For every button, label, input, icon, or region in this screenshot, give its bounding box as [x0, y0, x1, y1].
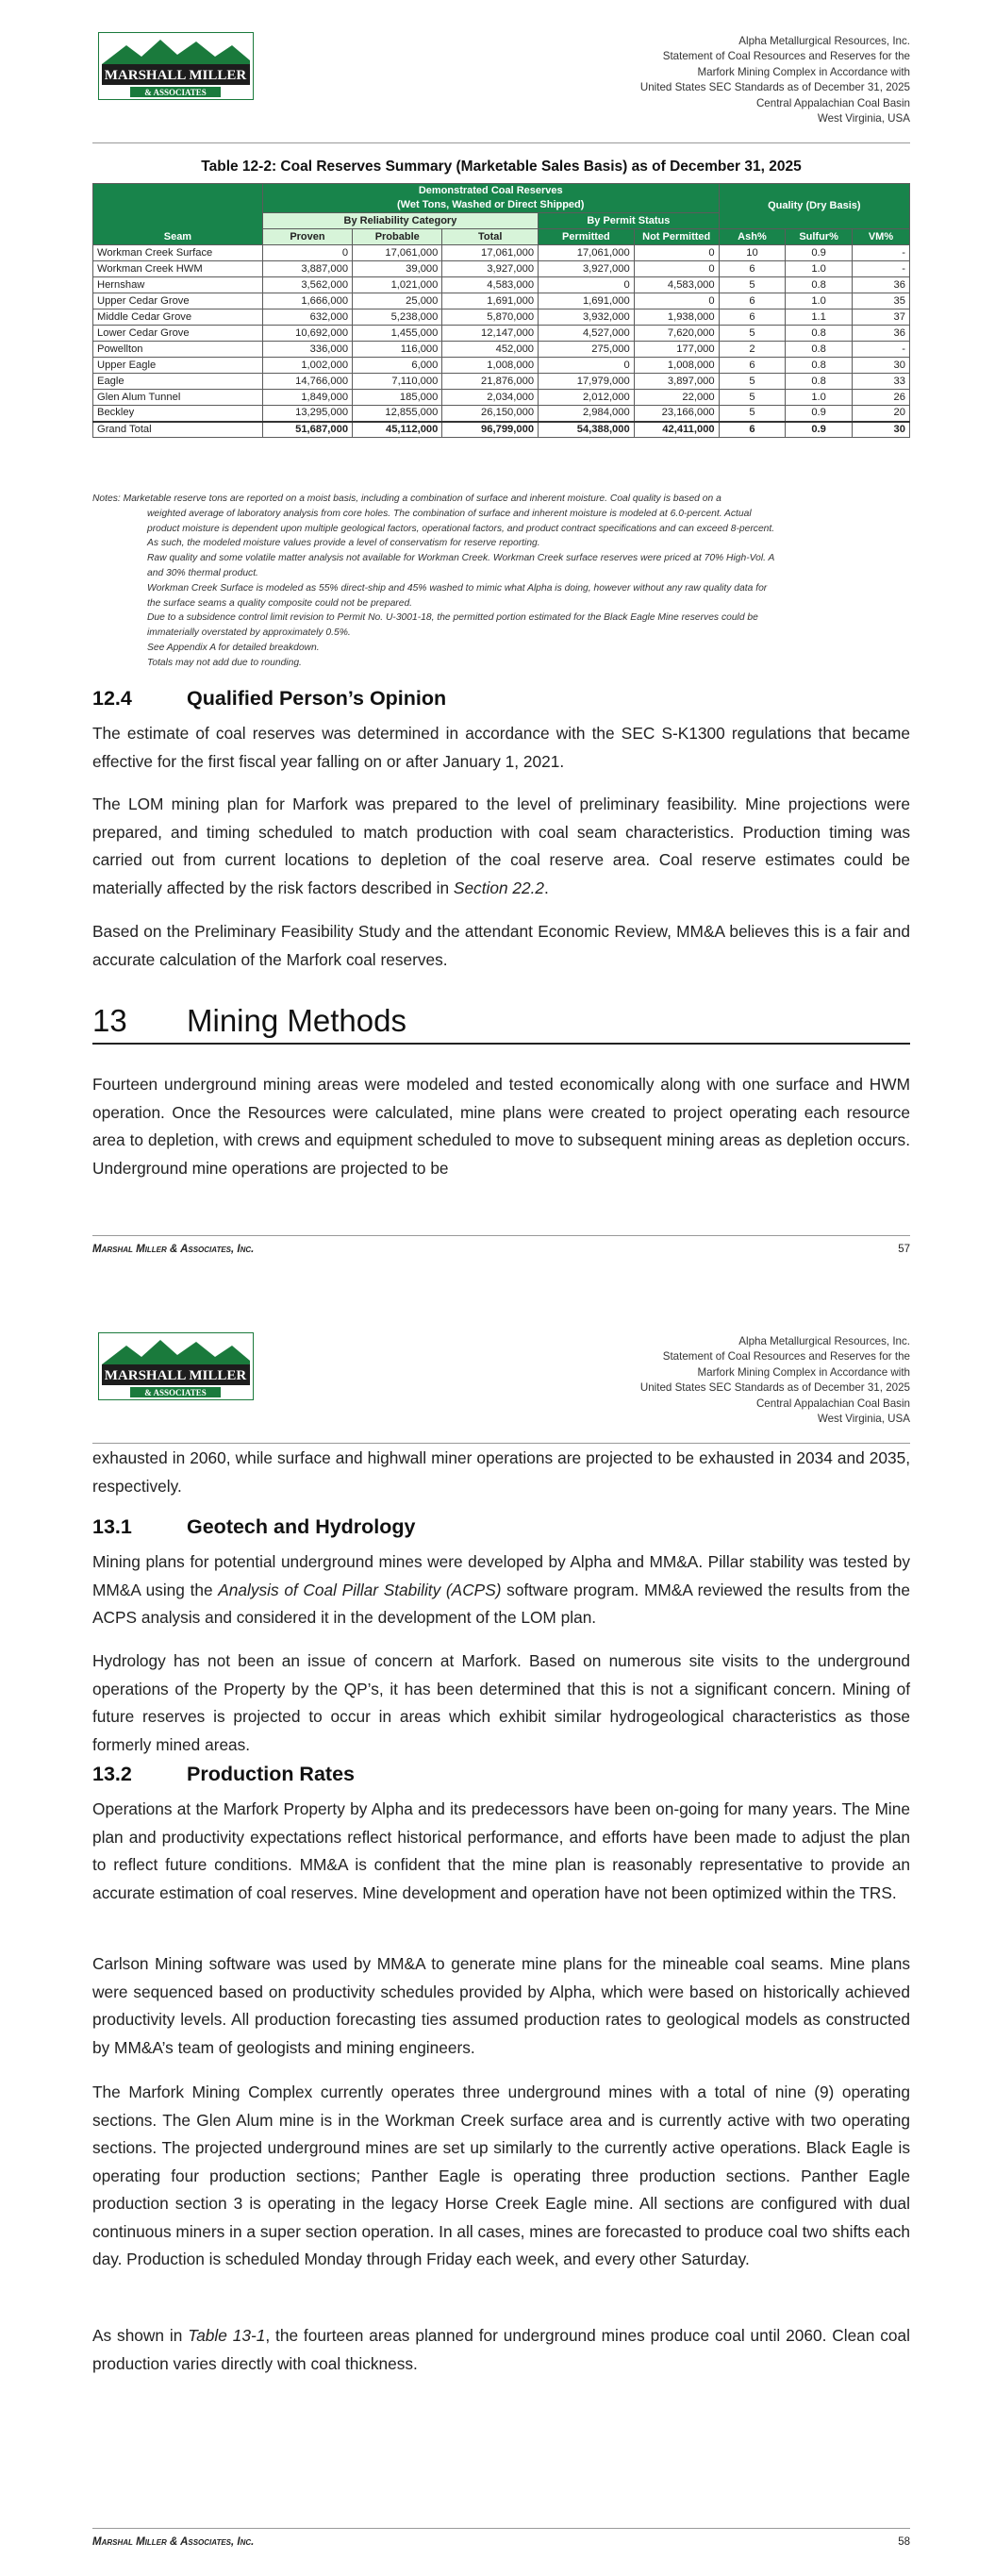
header-address: Alpha Metallurgical Resources, Inc. Statement of Coal Resources and Reserves for the Marfork Mining Complex in Accordance with United States SEC Standards as of December 31, 2025 Central Appalachian Coal Basin West Virginia, USA: [639, 35, 910, 125]
table-row: Powellton 336,000 116,000 452,000 275,000 177,000 2 0.8 -: [93, 342, 910, 358]
col-header-proven: Proven: [262, 229, 352, 245]
table-row: Glen Alum Tunnel 1,849,000 185,000 2,034,000 2,012,000 22,000 5 1.0 26: [93, 390, 910, 406]
col-header-permitted: Permitted: [539, 229, 635, 245]
paragraph: exhausted in 2060, while surface and highwall miner operations are projected to be exhausted in 2034 and 2035, respectively.: [92, 1448, 910, 1496]
col-header-vm: VM%: [852, 229, 909, 245]
quality-header: Quality (Dry Basis): [719, 184, 909, 229]
table-row: Lower Cedar Grove 10,692,000 1,455,000 12,147,000 4,527,000 7,620,000 5 0.8 36: [93, 326, 910, 342]
permit-header: By Permit Status: [539, 213, 720, 229]
page-header: [92, 1325, 910, 1444]
table-row: Upper Cedar Grove 1,666,000 25,000 1,691,000 1,691,000 0 6 1.0 35: [93, 293, 910, 309]
table-row: Beckley 13,295,000 12,855,000 26,150,000 2,984,000 23,166,000 5 0.9 20: [93, 406, 910, 422]
table-row: Eagle 14,766,000 7,110,000 21,876,000 17,979,000 3,897,000 5 0.8 33: [93, 374, 910, 390]
svg-text:MARSHALL MILLER: MARSHALL MILLER: [104, 68, 247, 83]
paragraph: Mining plans for potential underground mines were developed by Alpha and MM&A. Pillar stability was tested by MM&A using the Analysis of Coal Pillar Stability (ACPS) software program. MM&A reviewed the results from the ACPS analysis and considered it in the development of the LOM plan.: [92, 1552, 910, 1627]
paragraph: Carlson Mining software was used by MM&A to generate mine plans for the mineable coal seams. Mine plans were sequenced based on productivity schedules provided by Alpha, which were based on historically achieved productivity levels. All production forecasting ties assumed production rates to geological models as constructed by MM&A’s team of geologists and mining engineers.: [92, 1954, 910, 2057]
svg-text:& ASSOCIATES: & ASSOCIATES: [144, 88, 207, 97]
page-footer: Marshal Miller & Associates, Inc. 58: [92, 2528, 910, 2556]
page-number: 57: [898, 1244, 910, 1255]
company-logo: [98, 32, 254, 100]
section-heading-13-2: 13.2 Production Rates: [92, 1763, 355, 1785]
page-footer: Marshal Miller & Associates, Inc. 57: [92, 1235, 910, 1263]
header-address: Alpha Metallurgical Resources, Inc. Statement of Coal Resources and Reserves for the Marfork Mining Complex in Accordance with United States SEC Standards as of December 31, 2025 Central Appalachian Coal Basin West Virginia, USA: [639, 1335, 910, 1426]
chapter-heading-13: 13 Mining Methods: [92, 1003, 910, 1045]
col-header-sulfur: Sulfur%: [786, 229, 853, 245]
table-title: Table 12-2: Coal Reserves Summary (Marketable Sales Basis) as of December 31, 2025: [201, 159, 802, 175]
paragraph: Hydrology has not been an issue of concern at Marfork. Based on numerous site visits to the underground operations of the Property by the QP’s, it has been determined that this is not a significant concern. Mining of future reserves is projected to occur in areas which exhibit similar hydrogeological characteristics as those formerly mined areas.: [92, 1651, 910, 1754]
col-header-probable: Probable: [353, 229, 442, 245]
header-company: Alpha Metallurgical Resources, Inc.: [738, 35, 910, 47]
table-row: Upper Eagle 1,002,000 6,000 1,008,000 0 1,008,000 6 0.8 30: [93, 358, 910, 374]
coal-reserves-table: [92, 183, 910, 438]
section-heading-13-1: 13.1 Geotech and Hydrology: [92, 1515, 416, 1538]
paragraph: As shown in Table 13-1, the fourteen areas planned for underground mines produce coal until 2060. Clean coal production varies directly with coal thickness.: [92, 2326, 910, 2373]
paragraph: Operations at the Marfork Property by Alpha and its predecessors have been on-going for many years. The Mine plan and productivity expectations reflect historical performance, and efforts have been made to adjust the plan to reflect future conditions. MM&A is confident that the mine plan is reasonably representative to provide an accurate estimation of coal reserves. Mine development and operation have not been optimized within the TRS.: [92, 1799, 910, 1902]
reliability-header: By Reliability Category: [262, 213, 538, 229]
table-row: Workman Creek HWM 3,887,000 39,000 3,927,000 3,927,000 0 6 1.0 -: [93, 261, 910, 277]
header-company: Alpha Metallurgical Resources, Inc.: [738, 1335, 910, 1347]
col-header-ash: Ash%: [719, 229, 786, 245]
page-number: 58: [898, 2536, 910, 2548]
paragraph: Fourteen underground mining areas were modeled and tested economically along with one surface and HWM operation. Once the Resources were calculated, mine plans were created to project operating each resource area to depletion, with crews and equipment scheduled to move to subsequent mining areas as depletion occurs. Underground mine operations are projected to be: [92, 1075, 910, 1178]
paragraph: The estimate of coal reserves was determined in accordance with the SEC S-K1300 regulations that became effective for the first fiscal year falling on or after January 1, 2021.: [92, 724, 910, 771]
group-header: Demonstrated Coal Reserves (Wet Tons, Washed or Direct Shipped): [262, 184, 719, 213]
page-header: [92, 25, 910, 143]
paragraph: The LOM mining plan for Marfork was prepared to the level of preliminary feasibility. Mine projections were prepared, and timing scheduled to match production with coal seam characteristics. Production timing was carried out from current locations to depletion of the coal reserve area. Coal reserve estimates could be materially affected by the risk factors described in Section 22.2.: [92, 795, 910, 897]
paragraph: The Marfork Mining Complex currently operates three underground mines with a total of nine (9) operating sections. The Glen Alum mine is in the Workman Creek surface area and is currently active with two operating sections. The projected underground mines are set up similarly to the currently active operations. Black Eagle is operating four production sections; Panther Eagle is operating three production sections. Panther Eagle production section 3 is operating in the legacy Horse Creek Eagle mine. All sections are configured with dual continuous miners in a super section operation. In all cases, mines are forecasted to produce coal two shifts each day. Production is scheduled Monday through Friday each week, and every other Saturday.: [92, 2083, 910, 2268]
table-notes: Notes: Marketable reserve tons are reported on a moist basis, including a combination of surface and inherent moisture. Coal quality is based on a weighted average of laboratory analysis from core holes. The combination of surface and inherent moisture is modeled at 6.0-percent. Actual product moisture is dependent upon multiple geological factors, operational factors, and product contract specifications and can exceed 8-percent. As such, the modeled moisture values provide a level of conservatism for reserve reporting. Raw quality and some volatile matter analysis not available for Workman Creek. Workman Creek surface reserves were priced at 70% High-Vol. A and 30% thermal product. Workman Creek Surface is modeled as 55% direct-ship and 45% washed to mimic what Alpha is doing, however without any raw quality data for the surface seams a quality composite could not be prepared. Due to a subsidence control limit revision to Permit No. U-3001-18, the permitted portion estimated for the Black Eagle Mine reserves could be immaterially overstated by approximately 0.5%. See Appendix A for detailed breakdown. Totals may not add due to rounding.: [92, 493, 775, 668]
col-header-not-permitted: Not Permitted: [634, 229, 719, 245]
table-total-row: Grand Total 51,687,000 45,112,000 96,799,000 54,388,000 42,411,000 6 0.9 30: [93, 422, 910, 438]
svg-text:& ASSOCIATES: & ASSOCIATES: [144, 1388, 207, 1397]
company-logo: [98, 1332, 254, 1400]
table-row: Middle Cedar Grove 632,000 5,238,000 5,870,000 3,932,000 1,938,000 6 1.1 37: [93, 309, 910, 326]
col-header-total: Total: [442, 229, 539, 245]
section-heading-12-4: 12.4 Qualified Person’s Opinion: [92, 687, 447, 710]
table-row: Workman Creek Surface 0 17,061,000 17,061,000 17,061,000 0 10 0.9 -: [93, 245, 910, 261]
table-row: Hernshaw 3,562,000 1,021,000 4,583,000 0 4,583,000 5 0.8 36: [93, 277, 910, 293]
col-header-seam: Seam: [93, 184, 263, 245]
paragraph: Based on the Preliminary Feasibility Study and the attendant Economic Review, MM&A believes this is a fair and accurate calculation of the Marfork coal reserves.: [92, 922, 910, 969]
svg-text:MARSHALL MILLER: MARSHALL MILLER: [104, 1368, 247, 1383]
page-58: [0, 1288, 995, 2576]
